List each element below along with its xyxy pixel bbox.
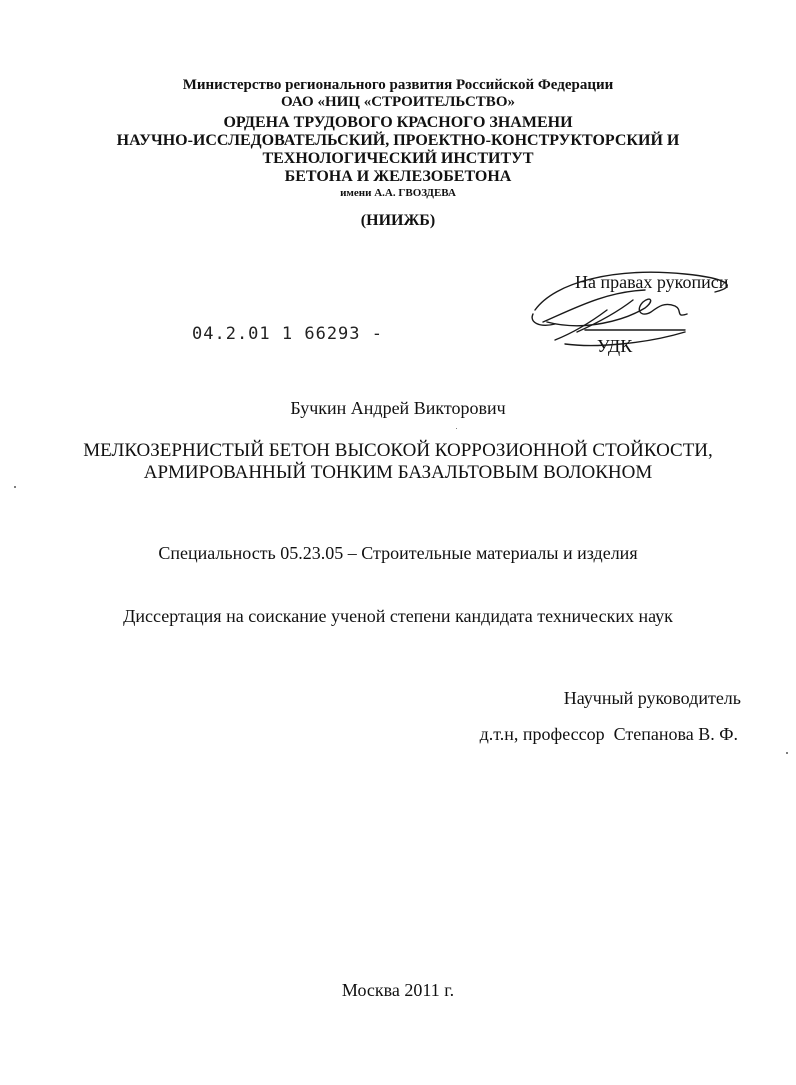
supervisor-label: Научный руководитель [563, 688, 741, 708]
udk-label: УДК [597, 336, 633, 356]
supervisor-name: д.т.н, профессор Степанова В. Ф. [479, 724, 738, 744]
specialty: Специальность 05.23.05 – Строительные материалы и изделия [158, 543, 638, 563]
named-after-line: имени А.А. ГВОЗДЕВА [340, 187, 456, 199]
title-line-2: АРМИРОВАННЫЙ ТОНКИМ БАЗАЛЬТОВЫМ ВОЛОКНОМ [143, 462, 653, 483]
ministry-line: Министерство регионального развития Российской Федерации [182, 77, 614, 93]
institute-line-1: НАУЧНО-ИССЛЕДОВАТЕЛЬСКИЙ, ПРОЕКТНО-КОНСТРУКТОРСКИЙ И [116, 132, 680, 149]
institute-line-2: ТЕХНОЛОГИЧЕСКИЙ ИНСТИТУТ [262, 150, 534, 167]
author-name: Бучкин Андрей Викторович [290, 398, 506, 418]
institute-line-3: БЕТОНА И ЖЕЛЕЗОБЕТОНА [284, 168, 512, 185]
city-year: Москва 2011 г. [341, 980, 455, 1000]
scan-dot [786, 752, 788, 754]
title-line-1: МЕЛКОЗЕРНИСТЫЙ БЕТОН ВЫСОКОЙ КОРРОЗИОННОЙ СТОЙКОСТИ, [83, 440, 713, 461]
manuscript-rights: На правах рукописи [575, 272, 729, 292]
abbreviation: (НИИЖБ) [360, 212, 436, 229]
company-line: ОАО «НИЦ «СТРОИТЕЛЬСТВО» [281, 94, 515, 110]
scan-dot [456, 428, 457, 429]
order-line: ОРДЕНА ТРУДОВОГО КРАСНОГО ЗНАМЕНИ [223, 114, 573, 131]
scan-dot [14, 486, 16, 488]
degree-line: Диссертация на соискание ученой степени кандидата технических наук [123, 606, 673, 626]
handwritten-signature [525, 262, 750, 362]
registration-stamp-number: 04.2.01 1 66293 - [192, 324, 383, 344]
